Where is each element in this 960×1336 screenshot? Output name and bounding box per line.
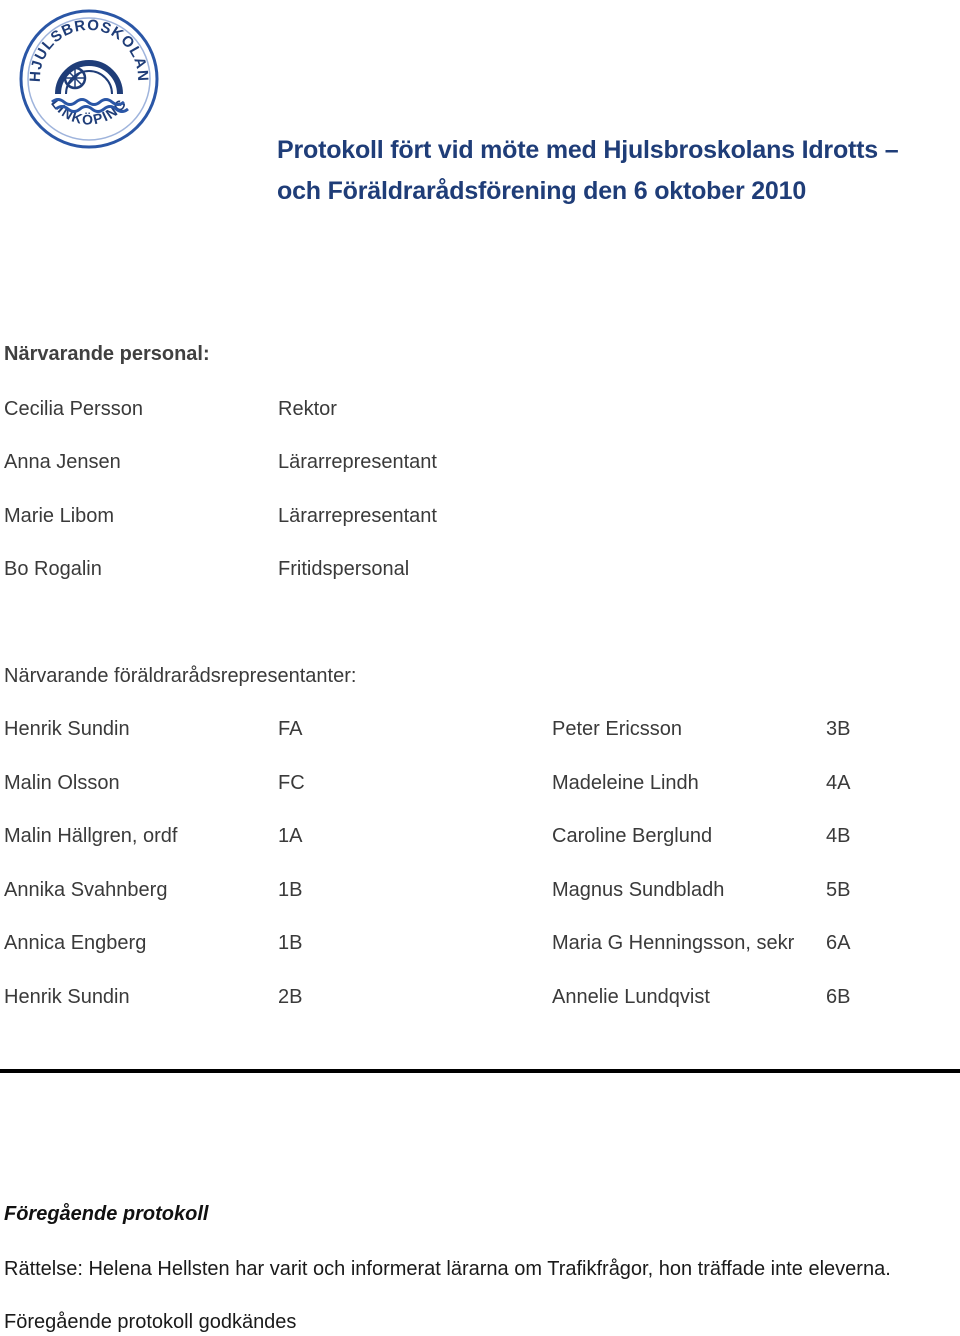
parents-heading: Närvarande föräldrarådsrepresentanter: <box>4 665 357 687</box>
staff-heading: Närvarande personal: <box>4 343 210 365</box>
logo-top-text: HJULSBROSKOLAN <box>26 16 152 83</box>
staff-name: Bo Rogalin <box>4 558 102 580</box>
staff-role: Rektor <box>278 398 337 420</box>
parent-class: 1B <box>278 932 303 954</box>
parent-name: Henrik Sundin <box>4 986 130 1008</box>
school-logo-icon <box>18 8 160 150</box>
parent-class: 2B <box>278 986 303 1008</box>
parent-name: Peter Ericsson <box>552 718 683 740</box>
correction-text: Rättelse: Helena Hellsten har varit och informerat lärarna om Trafikfrågor, hon träffade inte eleverna. <box>4 1258 891 1280</box>
parent-class: 5B <box>826 879 851 901</box>
parent-name: Henrik Sundin <box>4 718 130 740</box>
section-divider <box>0 1069 960 1073</box>
parent-class: FC <box>278 772 305 794</box>
previous-protocol-heading: Föregående protokoll <box>4 1203 209 1225</box>
staff-role: Lärarrepresentant <box>278 451 437 473</box>
staff-role: Fritidspersonal <box>278 558 410 580</box>
staff-name: Anna Jensen <box>4 451 121 473</box>
parent-name: Annika Svahnberg <box>4 879 168 901</box>
parent-class: 1A <box>278 825 303 847</box>
parent-name: Madeleine Lindh <box>552 772 699 794</box>
parent-class: 6A <box>826 932 851 954</box>
parent-name: Annelie Lundqvist <box>552 986 710 1008</box>
document-title <box>277 130 898 212</box>
parent-name: Malin Olsson <box>4 772 120 794</box>
parent-name: Caroline Berglund <box>552 825 713 847</box>
approval-text: Föregående protokoll godkändes <box>4 1311 297 1333</box>
title-line-1: Protokoll fört vid möte med Hjulsbroskolans Idrotts – <box>277 136 899 164</box>
staff-role: Lärarrepresentant <box>278 505 437 527</box>
parent-name: Malin Hällgren, ordf <box>4 825 178 847</box>
staff-name: Cecilia Persson <box>4 398 143 420</box>
parent-name: Maria G Henningsson, sekr <box>552 932 795 954</box>
parent-class: FA <box>278 718 303 740</box>
parent-name: Annica Engberg <box>4 932 147 954</box>
logo-bottom-text: LINKÖPING <box>48 95 130 128</box>
parent-class: 3B <box>826 718 851 740</box>
parent-class: 4A <box>826 772 851 794</box>
staff-name: Marie Libom <box>4 505 115 527</box>
parent-class: 4B <box>826 825 851 847</box>
title-line-2: och Föräldrarådsförening den 6 oktober 2010 <box>277 177 807 205</box>
parent-class: 6B <box>826 986 851 1008</box>
parent-class: 1B <box>278 879 303 901</box>
parent-name: Magnus Sundbladh <box>552 879 725 901</box>
